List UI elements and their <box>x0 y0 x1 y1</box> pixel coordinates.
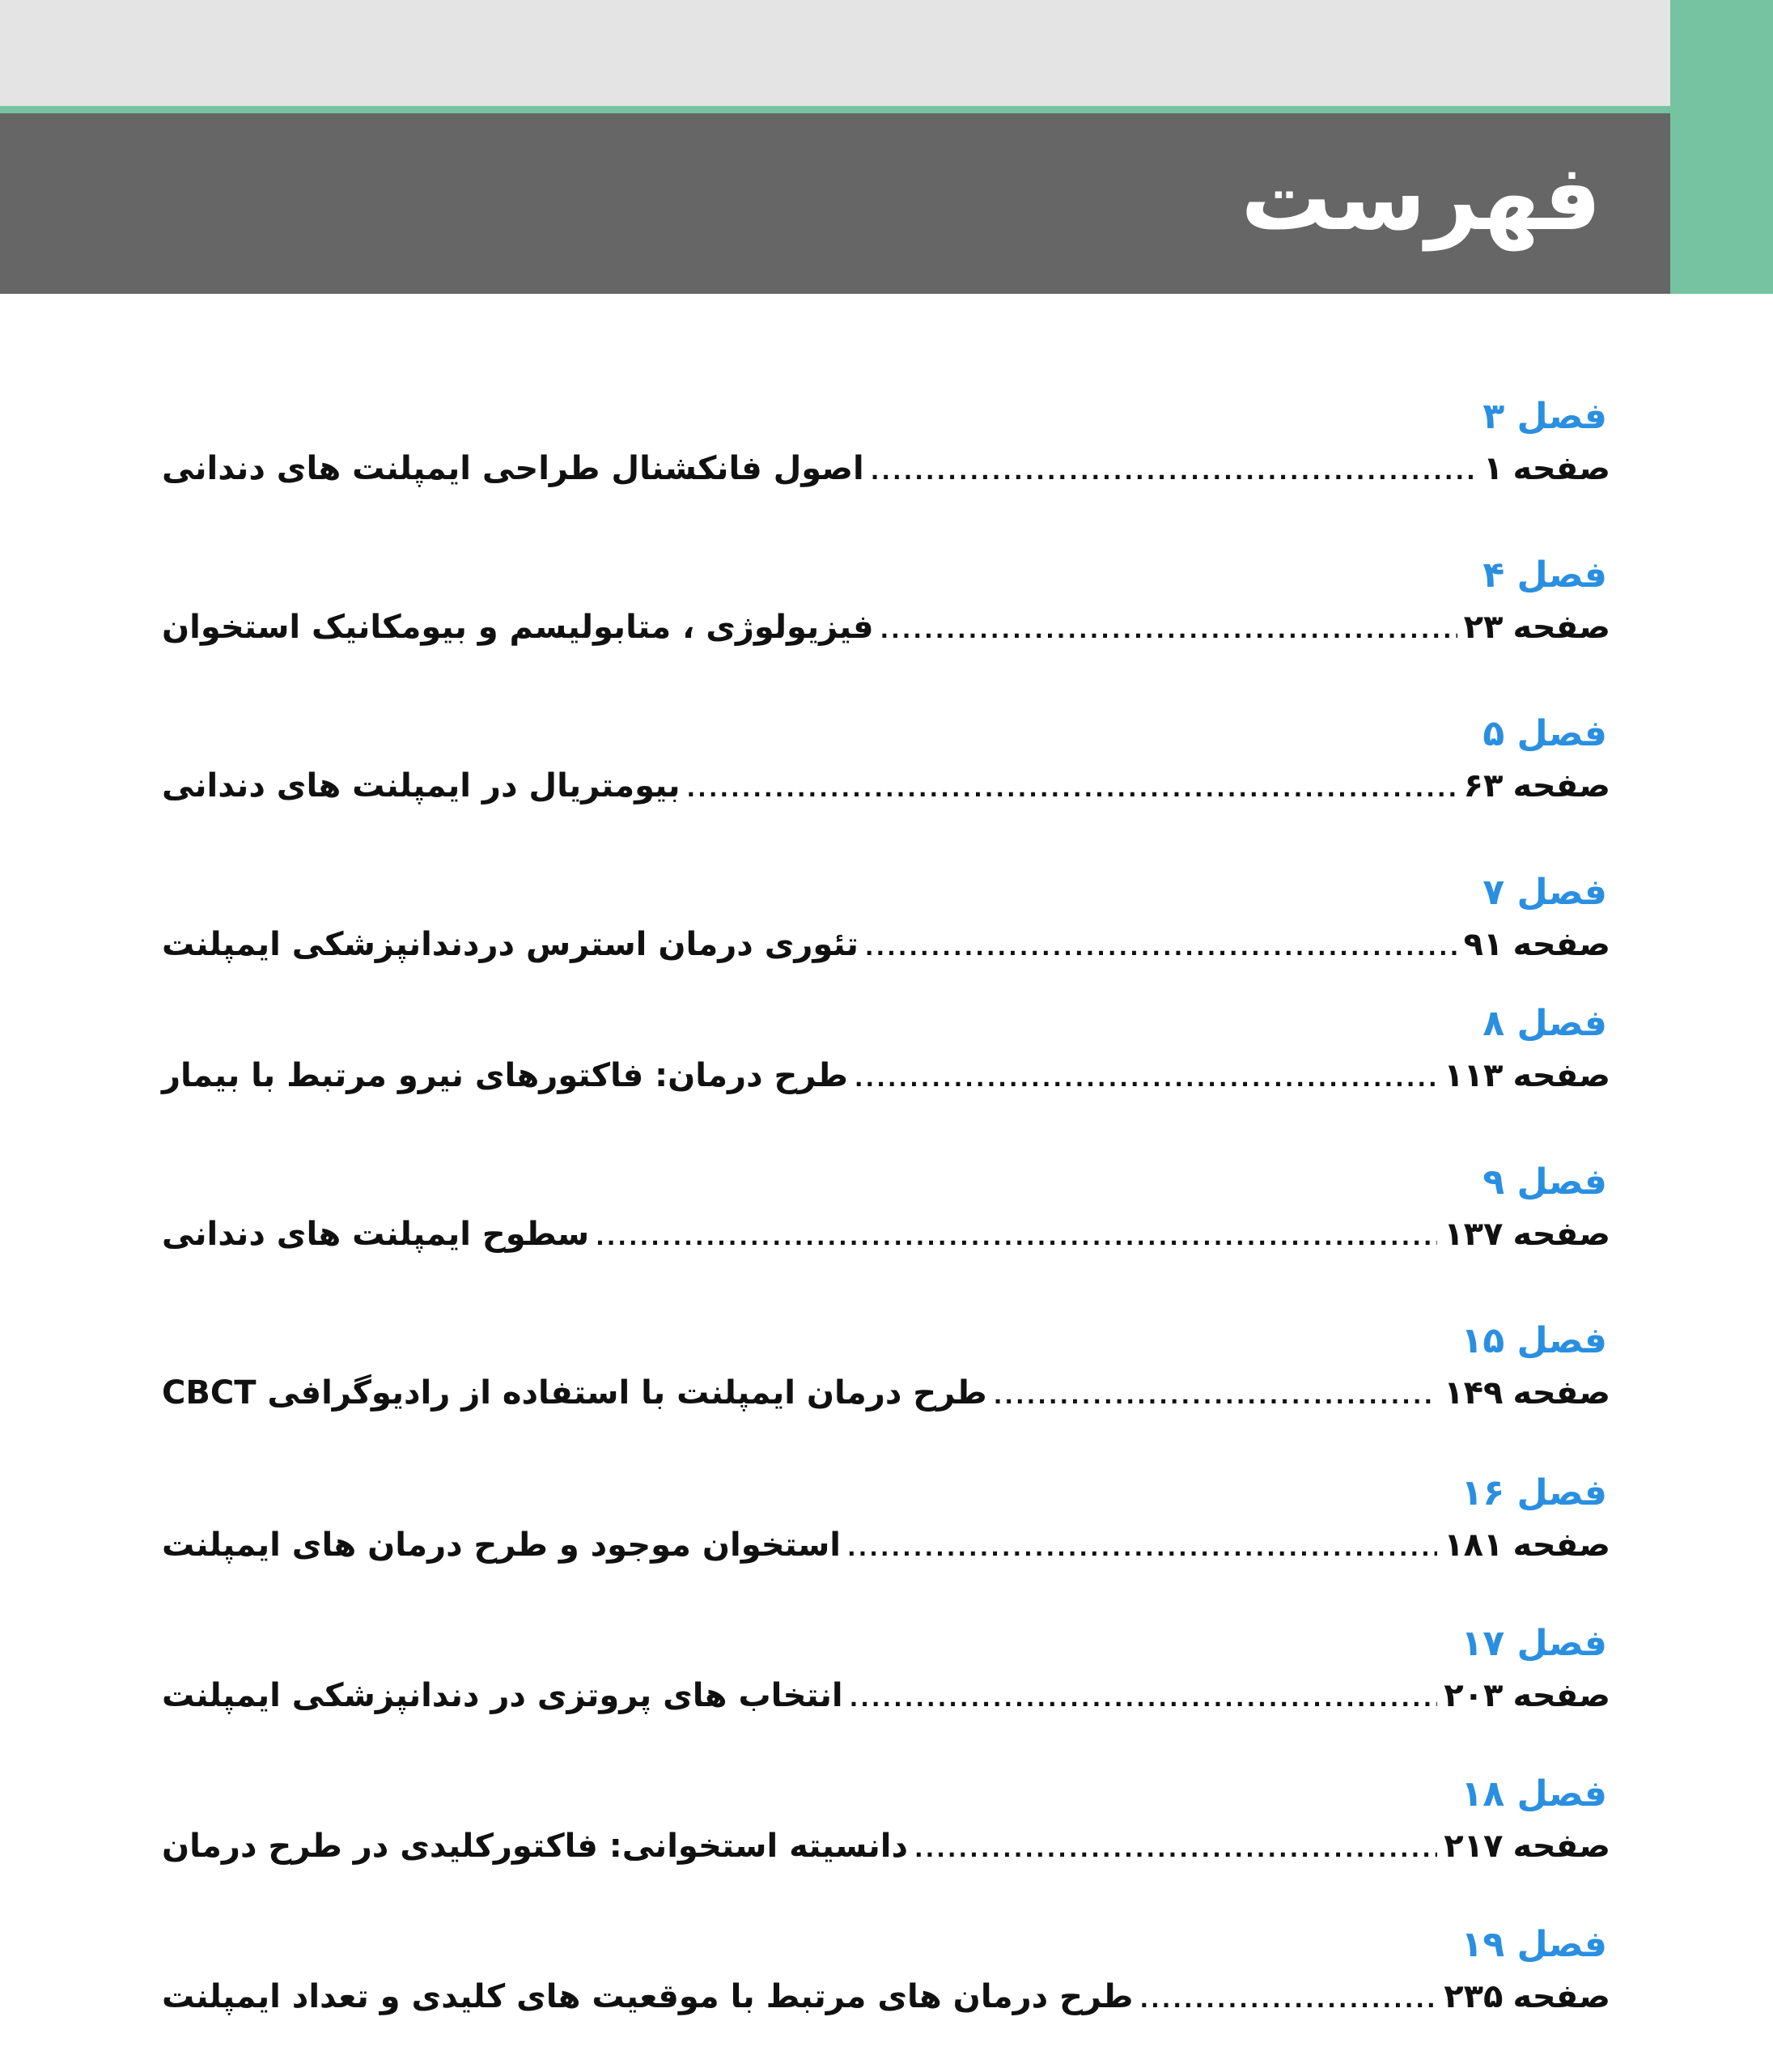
chapter-label: فصل ۱۸ <box>1461 1773 1607 1815</box>
entry-title: انتخاب های پروتزی در دندانپزشکی ایمپلنت <box>162 1677 843 1714</box>
entry-title: اصول فانکشنال طراحی ایمپلنت های دندانی <box>162 450 864 487</box>
toc-line <box>162 441 1610 496</box>
dot-leader <box>1139 1972 1437 2027</box>
page-reference <box>1444 1207 1610 1262</box>
dot-leader <box>865 920 1457 975</box>
page-reference <box>1444 1668 1610 1723</box>
dot-leader <box>847 1521 1437 1576</box>
toc-entry <box>162 1000 1610 1158</box>
entry-title: دانسیته استخوانی: فاکتورکلیدی در طرح درمان <box>162 1828 908 1865</box>
page-word: صفحه <box>1512 1978 1610 2015</box>
chapter-label: فصل ۳ <box>1482 396 1607 437</box>
chapter-label: فصل ۴ <box>1482 554 1607 596</box>
toc-entry <box>162 1770 1610 1921</box>
header-accent-line <box>0 106 1670 113</box>
chapter-label: فصل ۵ <box>1482 713 1607 754</box>
toc-entry <box>162 1620 1610 1770</box>
page-word: صفحه <box>1512 1374 1610 1412</box>
entry-title: تئوری درمان استرس دردندانپزشکی ایمپلنت <box>162 926 859 963</box>
page-number: ۶۳ <box>1463 767 1504 805</box>
toc-line <box>162 1518 1610 1573</box>
chapter-label: فصل ۷ <box>1482 872 1607 913</box>
toc-entry <box>162 710 1610 868</box>
dot-leader <box>596 1210 1437 1265</box>
page-number: ۲۳ <box>1463 609 1504 646</box>
toc-line <box>162 1207 1610 1262</box>
toc-line <box>162 917 1610 972</box>
toc-line <box>162 758 1610 813</box>
page-number: ۲۰۳ <box>1444 1677 1504 1714</box>
page-title: فهرست <box>1241 146 1601 251</box>
page-number: ۱۳۷ <box>1444 1216 1504 1253</box>
page-reference <box>1444 1819 1610 1874</box>
page-reference <box>1483 441 1610 496</box>
page-number: ۱۱۳ <box>1444 1057 1504 1094</box>
dot-leader <box>880 603 1457 658</box>
toc-entry <box>162 868 1610 1000</box>
page-word: صفحه <box>1512 609 1610 646</box>
toc-entry <box>162 1158 1610 1317</box>
page-word: صفحه <box>1512 1828 1610 1865</box>
page-reference <box>1444 1518 1610 1573</box>
page-word: صفحه <box>1512 1057 1610 1094</box>
page-word: صفحه <box>1512 1677 1610 1714</box>
chapter-label: فصل ۱۹ <box>1461 1924 1607 1965</box>
header-top-strip <box>0 0 1670 106</box>
toc-line <box>162 1365 1610 1420</box>
chapter-label: فصل ۸ <box>1482 1003 1607 1044</box>
toc-line <box>162 1969 1610 2024</box>
chapter-label: فصل ۱۵ <box>1461 1320 1607 1361</box>
toc-line <box>162 1819 1610 1874</box>
page-reference <box>1444 1048 1610 1103</box>
page-reference <box>1444 1365 1610 1420</box>
entry-title: طرح درمان ایمپلنت با استفاده از رادیوگرافی CBCT <box>162 1374 987 1412</box>
page-word: صفحه <box>1512 926 1610 963</box>
entry-title: بیومتریال در ایمپلنت های دندانی <box>162 767 681 805</box>
dot-leader <box>855 1051 1437 1106</box>
dot-leader <box>850 1671 1438 1726</box>
page-word: صفحه <box>1512 450 1610 487</box>
dot-leader <box>687 762 1457 817</box>
page-number: ۲۱۷ <box>1444 1828 1504 1865</box>
dot-leader <box>871 444 1477 499</box>
dot-leader <box>914 1822 1437 1877</box>
entry-title: سطوح ایمپلنت های دندانی <box>162 1216 590 1253</box>
page-number: ۱ <box>1483 450 1504 487</box>
toc-entry <box>162 1469 1610 1620</box>
page-number: ۲۳۵ <box>1444 1978 1504 2015</box>
page-reference <box>1464 758 1610 813</box>
toc-line <box>162 600 1610 655</box>
chapter-label: فصل ۱۷ <box>1461 1623 1607 1664</box>
page-reference <box>1464 917 1610 972</box>
toc-entry <box>162 1317 1610 1469</box>
table-of-contents <box>162 393 1610 2034</box>
page-reference <box>1444 1969 1610 2024</box>
entry-title: فیزیولوژی ، متابولیسم و بیومکانیک استخوان <box>162 609 874 646</box>
toc-line <box>162 1048 1610 1103</box>
entry-title: استخوان موجود و طرح درمان های ایمپلنت <box>162 1526 841 1564</box>
header-side-tab <box>1670 0 1773 294</box>
page-word: صفحه <box>1512 767 1610 805</box>
chapter-label: فصل ۱۶ <box>1461 1472 1607 1514</box>
chapter-label: فصل ۹ <box>1482 1161 1607 1203</box>
page-word: صفحه <box>1512 1526 1610 1564</box>
toc-line <box>162 1668 1610 1723</box>
entry-title: طرح درمان های مرتبط با موقعیت های کلیدی و تعداد ایمپلنت <box>162 1978 1134 2015</box>
entry-title: طرح درمان: فاکتورهای نیرو مرتبط با بیمار <box>162 1057 848 1094</box>
page-number: ۱۴۹ <box>1444 1374 1504 1412</box>
toc-entry <box>162 551 1610 710</box>
toc-entry <box>162 393 1610 551</box>
page-reference <box>1464 600 1610 655</box>
page-number: ۱۸۱ <box>1444 1526 1504 1564</box>
toc-entry <box>162 1921 1610 2034</box>
dot-leader <box>994 1369 1438 1424</box>
page-number: ۹۱ <box>1463 926 1504 963</box>
page-word: صفحه <box>1512 1216 1610 1253</box>
